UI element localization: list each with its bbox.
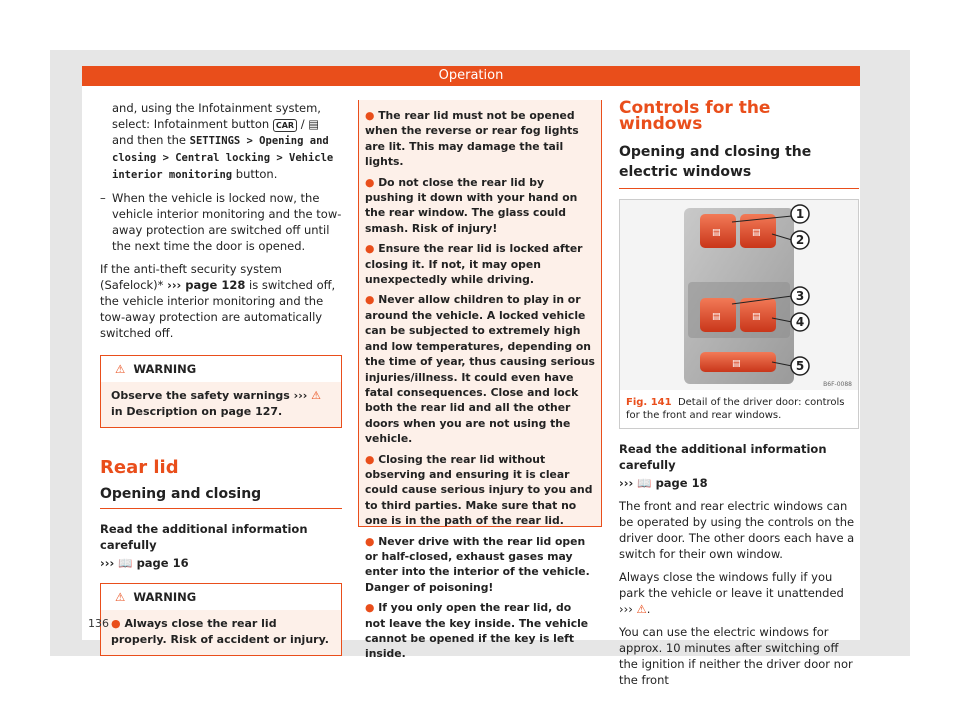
section-title-rear-lid: Rear lid [100, 457, 179, 478]
svg-text:▤: ▤ [732, 359, 741, 369]
warning-items [359, 106, 601, 662]
page-ref-link[interactable]: ››› page 128 [167, 278, 246, 292]
warning-item: ● Never allow children to play in or around the vehicle. A locked vehicle can be subjected to extremely high and low temperatures, depending on the time of year, thus causing serious injuries/illness. It could even have fatal consequences. Close and lock both the rear lid and all the other doors when you are not using the vehicle. [365, 293, 595, 446]
safelock-paragraph: If the anti-theft security system (Safelock)* ››› page 128 is switched off, the vehicle interior monitoring and the tow-away protection are automatically switched off. [100, 262, 336, 340]
settings-path: SETTINGS > Opening and closing > Central locking > Vehicle interior monitoring [112, 135, 334, 181]
warning-item: ● Never drive with the rear lid open or half-closed, exhaust gases may enter into the interior of the vehicle. Danger of poisoning! [365, 534, 590, 594]
page-number: 136 [88, 617, 109, 630]
menu-icon: ▤ [308, 117, 320, 131]
svg-text:▤: ▤ [712, 312, 721, 322]
warning-continuation [358, 100, 602, 661]
section-title-windows: Controls for the windows [619, 98, 771, 134]
page-header: Operation [82, 66, 860, 86]
read-info: Read the additional information carefully [100, 522, 308, 552]
figure-code: B6F-0088 [823, 381, 852, 388]
warning-box-2: ⚠ WARNING ● Always close the rear lid properly. Risk of accident or injury. [100, 583, 342, 656]
callout-3: 3 [795, 289, 805, 303]
warning-box-1: ⚠ WARNING Observe the safety warnings ››› ⚠ in Description on page 127. [100, 355, 342, 428]
callout-1: 1 [795, 207, 805, 221]
read-info-windows: Read the additional information carefully [619, 442, 827, 472]
svg-text:▤: ▤ [712, 228, 721, 238]
warning-item: ● If you only open the rear lid, do not leave the key inside. The vehicle cannot be opened if the key is left inside. [365, 601, 589, 661]
figure-141 [619, 199, 859, 429]
svg-text:▤: ▤ [752, 312, 761, 322]
right-column [619, 100, 859, 695]
dash-item: – When the vehicle is locked now, the vehicle interior monitoring and the tow-away protection are switched off until the next time the door is opened. [100, 191, 342, 253]
warning-item: ● The rear lid must not be opened when the reverse or rear fog lights are lit. This may damage the tail lights. [365, 109, 579, 169]
windows-paragraph-1: The front and rear electric windows can be operated by using the controls on the driver door. The other doors each have a switch for their own window. [619, 499, 855, 561]
figure-caption: Fig. 141 Detail of the driver door: controls for the front and rear windows. [626, 397, 845, 421]
windows-paragraph-3: You can use the electric windows for approx. 10 minutes after switching off the ignition if neither the driver door nor the front [619, 625, 853, 687]
windows-paragraph-2: Always close the windows fully if you park the vehicle or leave it unattended ››› ⚠. [619, 570, 844, 616]
warning-item: ● Ensure the rear lid is locked after closing it. If not, it may open unexpectedly while driving. [365, 242, 583, 287]
car-button-icon: CAR [273, 119, 297, 132]
svg-text:▤: ▤ [752, 228, 761, 238]
warning-icon: ⚠ [636, 602, 647, 616]
read-ref[interactable]: ››› 📖 page 16 [100, 556, 189, 570]
read-ref-windows[interactable]: ››› 📖 page 18 [619, 476, 708, 490]
warning-icon: ⚠ [311, 389, 321, 402]
bullet: ● [111, 617, 121, 630]
warning-item: ● Closing the rear lid without observing and ensuring it is clear could cause serious injury to you and to third parties. Make sure that no one is in the path of the rear lid. [365, 452, 593, 528]
warning-icon: ⚠ [115, 590, 126, 604]
warning-icon: ⚠ [115, 362, 126, 376]
section-subtitle-windows: Opening and closing the electric windows [619, 142, 859, 189]
intro-paragraph: and, using the Infotainment system, select: Infotainment button CAR / ▤ and then the SETTINGS > Opening and closing > Central locking > Vehicle interior monitoring button. [112, 101, 334, 181]
callout-4: 4 [795, 315, 805, 329]
book-icon: 📖 [118, 556, 133, 570]
book-icon: 📖 [637, 476, 652, 490]
left-column [100, 100, 342, 656]
section-subtitle: Opening and closing [100, 486, 342, 509]
callout-2: 2 [795, 233, 805, 247]
callout-5: 5 [795, 359, 805, 373]
warning-item: ● Do not close the rear lid by pushing it down with your hand on the rear window. The glass could smash. Risk of injury! [365, 175, 578, 235]
window-controls-image [620, 200, 858, 390]
